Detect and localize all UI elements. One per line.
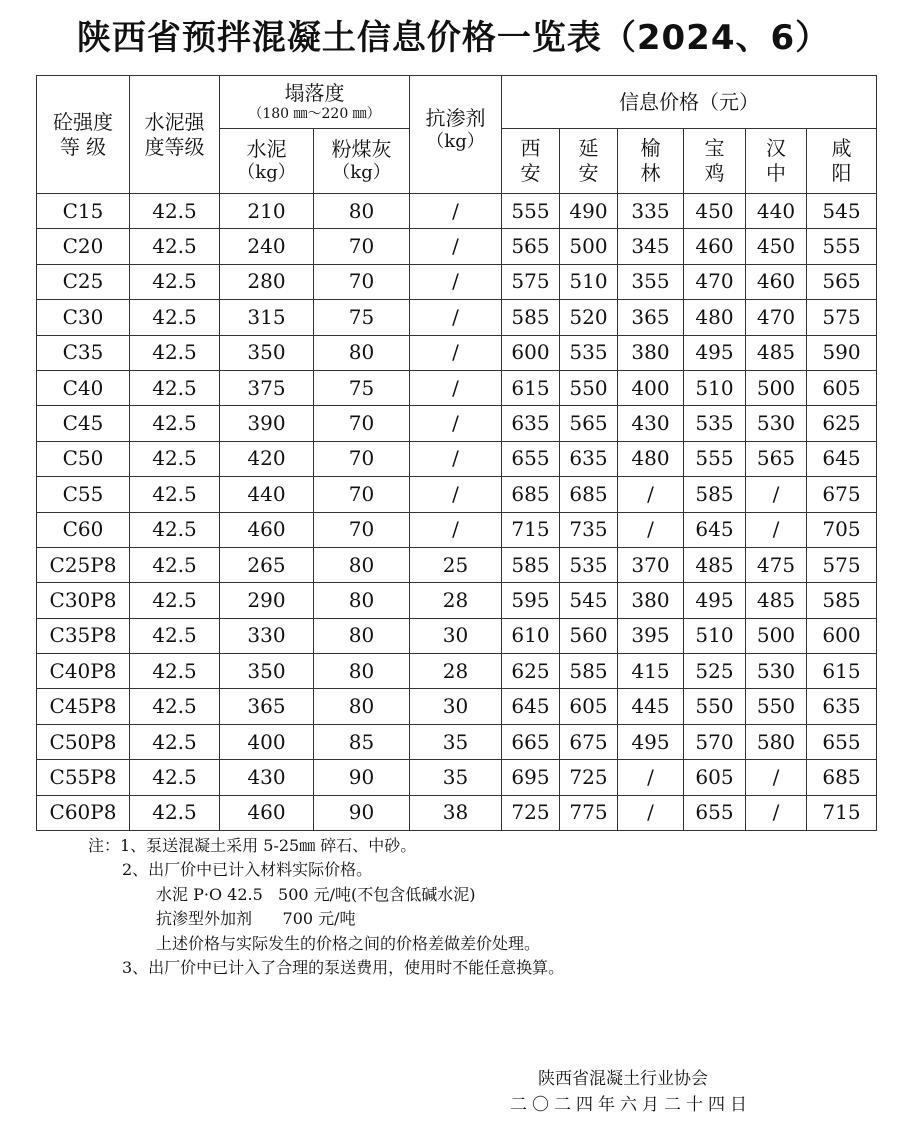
price-cell: 535 [684,406,746,441]
cement-cell: 265 [220,547,314,582]
antiseep-cell: 35 [410,760,502,795]
price-cell: 440 [746,194,807,229]
price-cell: 380 [618,335,684,370]
price-cell: 415 [618,654,684,689]
cement-cell: 400 [220,724,314,759]
price-cell: 380 [618,583,684,618]
price-cell: 335 [618,194,684,229]
cement-grade-cell: 42.5 [130,512,220,547]
price-cell: 675 [807,477,877,512]
price-cell: / [746,512,807,547]
price-cell: 635 [807,689,877,724]
price-cell: 705 [807,512,877,547]
price-cell: 510 [684,370,746,405]
table-row [37,477,877,512]
price-cell: 595 [502,583,560,618]
price-cell: 610 [502,618,560,653]
cement-cell: 420 [220,441,314,476]
price-cell: 695 [502,760,560,795]
price-cell: 600 [807,618,877,653]
antiseep-cell: 38 [410,795,502,830]
grade-cell: C45P8 [37,689,130,724]
price-cell: 550 [746,689,807,724]
note-2-admixture: 抗渗型外加剂 700 元/吨 [156,909,356,929]
flyash-cell: 90 [314,760,410,795]
table-row [37,795,877,830]
price-cell: 565 [807,264,877,299]
price-cell: / [746,477,807,512]
cement-grade-cell: 42.5 [130,583,220,618]
cement-cell: 365 [220,689,314,724]
header-city-yulin: 榆 林 [618,129,684,194]
cement-cell: 240 [220,229,314,264]
price-cell: 495 [618,724,684,759]
price-cell: 510 [560,264,618,299]
table-row [37,512,877,547]
flyash-cell: 85 [314,724,410,759]
price-cell: 775 [560,795,618,830]
price-cell: 715 [502,512,560,547]
cement-cell: 290 [220,583,314,618]
grade-cell: C50 [37,441,130,476]
price-cell: 470 [684,264,746,299]
price-cell: 685 [560,477,618,512]
note-2: 2、出厂价中已计入材料实际价格。 [122,860,373,880]
price-cell: 725 [502,795,560,830]
flyash-cell: 75 [314,370,410,405]
header-cement-unit: （kg） [237,162,296,184]
price-cell: 575 [502,264,560,299]
antiseep-cell: / [410,300,502,335]
table-row [37,264,877,299]
antiseep-cell: 28 [410,654,502,689]
price-cell: 600 [502,335,560,370]
price-cell: 400 [618,370,684,405]
grade-cell: C15 [37,194,130,229]
price-cell: 585 [502,547,560,582]
price-cell: 685 [502,477,560,512]
price-cell: 555 [807,229,877,264]
flyash-cell: 70 [314,229,410,264]
price-cell: 345 [618,229,684,264]
price-cell: 355 [618,264,684,299]
price-cell: 665 [502,724,560,759]
price-cell: 520 [560,300,618,335]
header-antiseep-label: 抗渗剂 [425,106,486,130]
price-cell: 480 [618,441,684,476]
price-cell: 495 [684,583,746,618]
price-cell: 365 [618,300,684,335]
flyash-cell: 70 [314,477,410,512]
cement-grade-cell: 42.5 [130,760,220,795]
table-row [37,441,877,476]
price-cell: 495 [684,335,746,370]
cement-grade-cell: 42.5 [130,264,220,299]
header-price: 信息价格（元） [502,76,877,129]
grade-cell: C30P8 [37,583,130,618]
flyash-cell: 80 [314,583,410,618]
price-cell: 535 [560,547,618,582]
signature-org: 陕西省混凝土行业协会 [538,1069,708,1089]
grade-cell: C40 [37,370,130,405]
price-cell: 645 [502,689,560,724]
cement-grade-cell: 42.5 [130,370,220,405]
table-row [37,194,877,229]
cement-grade-cell: 42.5 [130,689,220,724]
price-cell: 575 [807,300,877,335]
price-cell: 395 [618,618,684,653]
price-cell: 655 [684,795,746,830]
flyash-cell: 80 [314,335,410,370]
price-cell: 510 [684,618,746,653]
flyash-cell: 80 [314,547,410,582]
table-row [37,760,877,795]
price-cell: 555 [502,194,560,229]
flyash-cell: 70 [314,406,410,441]
price-cell: 685 [807,760,877,795]
grade-cell: C55 [37,477,130,512]
price-cell: 580 [746,724,807,759]
antiseep-cell: 35 [410,724,502,759]
grade-cell: C55P8 [37,760,130,795]
price-cell: 485 [746,583,807,618]
cement-cell: 460 [220,512,314,547]
grade-cell: C30 [37,300,130,335]
price-cell: / [618,795,684,830]
table-row [37,547,877,582]
cement-grade-cell: 42.5 [130,406,220,441]
flyash-cell: 80 [314,689,410,724]
price-cell: 585 [560,654,618,689]
header-city-hanzhong: 汉 中 [746,129,807,194]
price-cell: 635 [502,406,560,441]
price-cell: 615 [807,654,877,689]
price-cell: / [618,760,684,795]
price-cell: 450 [746,229,807,264]
flyash-cell: 70 [314,264,410,299]
header-city-yanan: 延 安 [560,129,618,194]
price-cell: 655 [807,724,877,759]
antiseep-cell: / [410,477,502,512]
price-cell: 535 [560,335,618,370]
price-cell: 605 [560,689,618,724]
price-cell: 590 [807,335,877,370]
grade-cell: C35P8 [37,618,130,653]
antiseep-cell: / [410,370,502,405]
price-cell: 445 [618,689,684,724]
price-cell: 605 [807,370,877,405]
table-row [37,335,877,370]
note-3: 3、出厂价中已计入了合理的泵送费用，使用时不能任意换算。 [122,958,565,978]
table-body [37,194,877,831]
price-cell: 565 [502,229,560,264]
price-cell: / [746,795,807,830]
header-slump-range: （180 ㎜～220 ㎜） [248,105,381,122]
cement-grade-cell: 42.5 [130,724,220,759]
price-cell: 485 [684,547,746,582]
table-row [37,618,877,653]
cement-grade-cell: 42.5 [130,300,220,335]
price-cell: 470 [746,300,807,335]
cement-grade-cell: 42.5 [130,335,220,370]
grade-cell: C20 [37,229,130,264]
price-cell: 645 [684,512,746,547]
flyash-cell: 80 [314,194,410,229]
cement-cell: 390 [220,406,314,441]
header-antiseep-unit: （kg） [426,131,485,152]
price-cell: 460 [746,264,807,299]
table-row [37,229,877,264]
price-cell: 550 [684,689,746,724]
grade-cell: C50P8 [37,724,130,759]
cement-cell: 460 [220,795,314,830]
price-cell: 585 [684,477,746,512]
price-cell: 545 [560,583,618,618]
header-cement-grade: 水泥强 度等级 [130,76,220,194]
antiseep-cell: 30 [410,618,502,653]
header-cement [220,129,314,194]
grade-cell: C25P8 [37,547,130,582]
price-cell: 500 [560,229,618,264]
price-cell: 605 [684,760,746,795]
header-cement-label: 水泥 [246,137,287,162]
price-cell: 625 [502,654,560,689]
price-cell: 530 [746,654,807,689]
header-antiseep [410,76,502,194]
cement-grade-cell: 42.5 [130,477,220,512]
grade-cell: C45 [37,406,130,441]
price-cell: 675 [560,724,618,759]
antiseep-cell: / [410,512,502,547]
price-cell: 655 [502,441,560,476]
price-cell: 635 [560,441,618,476]
cement-grade-cell: 42.5 [130,795,220,830]
price-cell: 545 [807,194,877,229]
page-title: 陕西省预拌混凝土信息价格一览表（2024、6） [76,18,831,58]
note-2-cement: 水泥 P·O 42.5 500 元/吨(不包含低碱水泥) [156,884,476,904]
header-city-xianyang: 咸 阳 [807,129,877,194]
antiseep-cell: / [410,229,502,264]
cement-cell: 280 [220,264,314,299]
table-row [37,689,877,724]
price-cell: 715 [807,795,877,830]
cement-cell: 315 [220,300,314,335]
header-grade: 砼强度 等 级 [37,76,130,194]
grade-cell: C25 [37,264,130,299]
header-flyash-label: 粉煤灰 [331,137,392,162]
price-cell: 725 [560,760,618,795]
price-table [36,75,877,831]
grade-cell: C40P8 [37,654,130,689]
header-city-baoji: 宝 鸡 [684,129,746,194]
flyash-cell: 80 [314,654,410,689]
note-2-difference: 上述价格与实际发生的价格之间的价格差做差价处理。 [156,933,541,953]
price-cell: 565 [560,406,618,441]
cement-grade-cell: 42.5 [130,654,220,689]
antiseep-cell: / [410,406,502,441]
price-cell: 565 [746,441,807,476]
price-cell: 555 [684,441,746,476]
grade-cell: C60P8 [37,795,130,830]
price-cell: 460 [684,229,746,264]
table-row [37,654,877,689]
cement-grade-cell: 42.5 [130,229,220,264]
table-row [37,300,877,335]
cement-cell: 350 [220,654,314,689]
notes [88,834,564,981]
table-row [37,370,877,405]
price-cell: 570 [684,724,746,759]
table-row [37,406,877,441]
price-cell: 560 [560,618,618,653]
price-cell: 500 [746,618,807,653]
header-slump-label: 塌落度 [284,80,345,105]
price-cell: 615 [502,370,560,405]
header-city-xian: 西 安 [502,129,560,194]
price-cell: 625 [807,406,877,441]
price-cell: 550 [560,370,618,405]
cement-cell: 330 [220,618,314,653]
price-cell: / [746,760,807,795]
price-cell: 735 [560,512,618,547]
antiseep-cell: / [410,264,502,299]
cement-grade-cell: 42.5 [130,441,220,476]
flyash-cell: 80 [314,618,410,653]
flyash-cell: 90 [314,795,410,830]
price-cell: 645 [807,441,877,476]
price-cell: 585 [502,300,560,335]
price-cell: 490 [560,194,618,229]
price-cell: / [618,512,684,547]
price-cell: 585 [807,583,877,618]
table-row [37,583,877,618]
antiseep-cell: / [410,335,502,370]
price-cell: 500 [746,370,807,405]
flyash-cell: 70 [314,512,410,547]
price-cell: 475 [746,547,807,582]
price-cell: 370 [618,547,684,582]
price-cell: 450 [684,194,746,229]
price-cell: 480 [684,300,746,335]
cement-grade-cell: 42.5 [130,618,220,653]
note-1: 注：1、泵送混凝土采用 5-25㎜ 碎石、中砂。 [88,836,417,855]
cement-grade-cell: 42.5 [130,194,220,229]
table-row [37,724,877,759]
signature-date: 二〇二四年六月二十四日 [510,1095,752,1116]
price-cell: 430 [618,406,684,441]
flyash-cell: 75 [314,300,410,335]
grade-cell: C35 [37,335,130,370]
cement-grade-cell: 42.5 [130,547,220,582]
antiseep-cell: 30 [410,689,502,724]
antiseep-cell: / [410,194,502,229]
flyash-cell: 70 [314,441,410,476]
cement-cell: 430 [220,760,314,795]
cement-cell: 350 [220,335,314,370]
cement-cell: 440 [220,477,314,512]
price-cell: / [618,477,684,512]
antiseep-cell: 28 [410,583,502,618]
cement-cell: 375 [220,370,314,405]
header-slump [220,76,410,129]
header-flyash-unit: （kg） [332,162,391,184]
header-flyash [314,129,410,194]
signature [510,1066,752,1119]
price-cell: 485 [746,335,807,370]
grade-cell: C60 [37,512,130,547]
price-cell: 530 [746,406,807,441]
price-cell: 525 [684,654,746,689]
antiseep-cell: 25 [410,547,502,582]
price-cell: 575 [807,547,877,582]
cement-cell: 210 [220,194,314,229]
antiseep-cell: / [410,441,502,476]
